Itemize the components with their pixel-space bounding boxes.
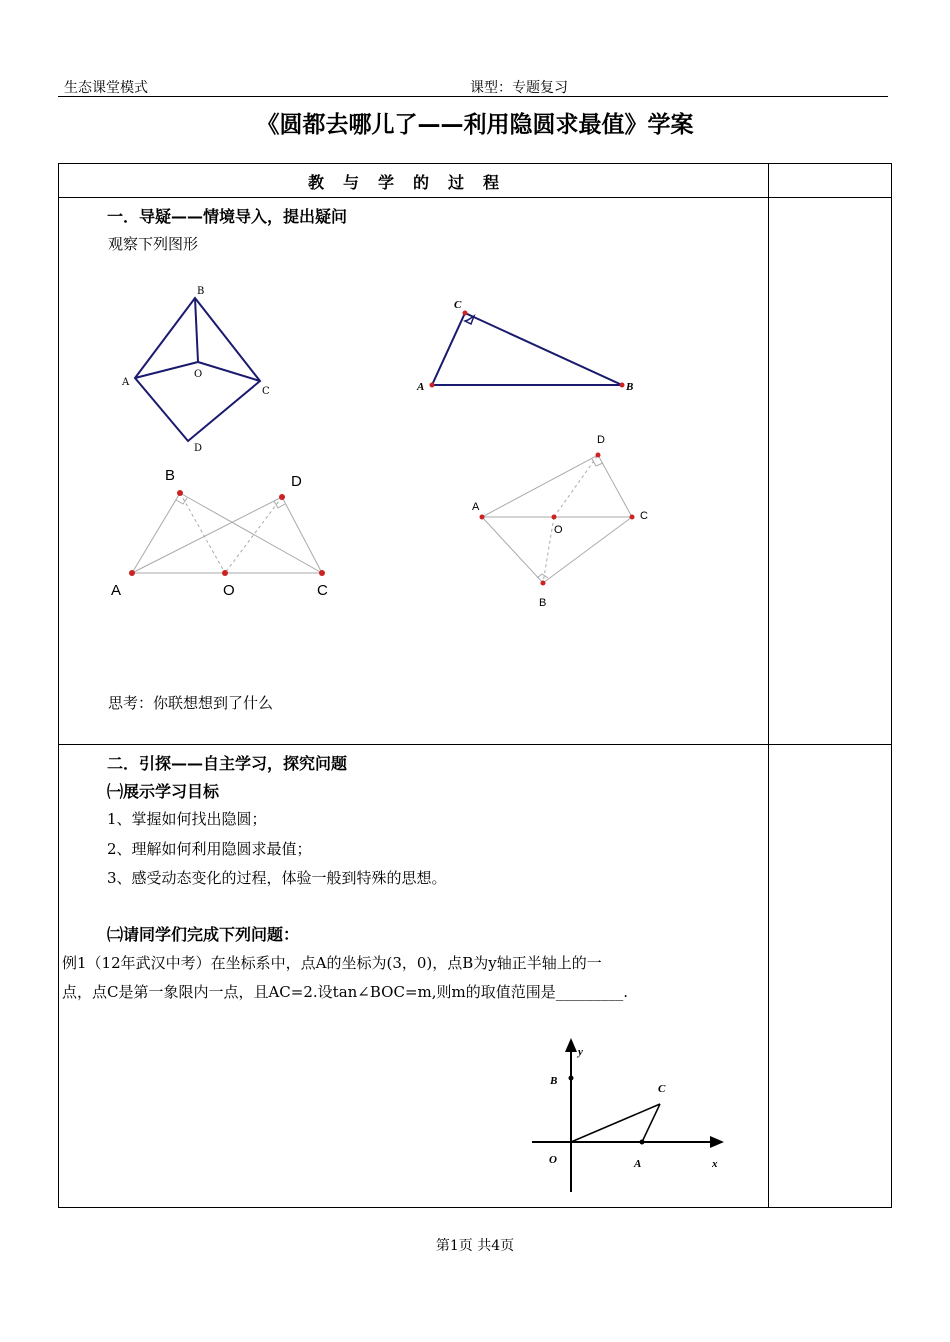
- label-x: x: [712, 1158, 718, 1170]
- segment-ob: [543, 517, 554, 583]
- page-title: 《圆都去哪儿了——利用隐圆求最值》学案: [256, 112, 694, 138]
- right-angle-d: [274, 501, 285, 508]
- goal-item: 2、理解如何利用隐圆求最值；: [107, 840, 312, 858]
- section2-heading: 二．引探——自主学习，探究问题: [107, 754, 348, 773]
- section1-observe: 观察下列图形: [108, 235, 199, 253]
- right-angle-b: [537, 574, 548, 578]
- point-o: [222, 570, 228, 576]
- goal-item: 3、感受动态变化的过程，体验一般到特殊的思想。: [107, 869, 447, 887]
- table-column-divider: [768, 163, 769, 1208]
- figure-quadrilateral: [110, 280, 280, 460]
- label-b: B: [626, 381, 634, 393]
- figure-coordinate: [530, 1035, 735, 1197]
- section1-heading: 一．导疑——情境导入，提出疑问: [107, 207, 348, 226]
- segment-do: [225, 497, 282, 573]
- label-b: B: [550, 1075, 558, 1087]
- segment-od: [554, 455, 598, 517]
- figure-right-triangle: [410, 295, 645, 395]
- triangle-abc: [432, 313, 622, 385]
- label-y: y: [578, 1046, 583, 1058]
- example-line-1: 例1（12年武汉中考）在坐标系中，点A的坐标为(3，0)，点B为y轴正半轴上的一: [62, 954, 602, 972]
- segment-oc: [571, 1104, 660, 1142]
- table-header: 教与学的过程: [307, 173, 518, 192]
- point-b: [177, 490, 183, 496]
- goal-item: 1、掌握如何找出隐圆；: [107, 810, 267, 828]
- label-d: D: [597, 434, 605, 446]
- right-angle-mark: [465, 316, 474, 324]
- point-a: [129, 570, 135, 576]
- table-header-divider: [58, 197, 892, 198]
- header-left: 生态课堂模式: [64, 80, 148, 96]
- label-a: A: [472, 501, 480, 513]
- section2-sub2: ㈡请同学们完成下列问题：: [107, 925, 300, 944]
- label-c: C: [640, 510, 648, 522]
- label-b: B: [539, 597, 547, 609]
- segment-ac: [642, 1104, 660, 1142]
- label-b: B: [197, 286, 205, 297]
- y-arrow: [565, 1038, 577, 1052]
- label-o: O: [223, 582, 235, 599]
- x-arrow: [710, 1136, 724, 1148]
- point-c: [463, 311, 468, 316]
- label-c: C: [262, 386, 270, 397]
- segment-oc: [198, 362, 260, 381]
- label-c: C: [658, 1083, 666, 1095]
- label-b: B: [165, 467, 176, 484]
- point-o: [552, 515, 557, 520]
- table-row-divider: [58, 744, 892, 745]
- label-a: A: [634, 1158, 642, 1170]
- point-a: [430, 383, 435, 388]
- header-rule: [58, 96, 888, 97]
- label-c: C: [317, 582, 328, 599]
- quad-abcd: [482, 455, 632, 583]
- segment-ob: [195, 298, 198, 362]
- label-a: A: [417, 381, 425, 393]
- segment-bo: [180, 493, 225, 573]
- header-middle: 课型：专题复习: [470, 80, 568, 96]
- label-a: A: [111, 582, 122, 599]
- section2-sub1: ㈠展示学习目标: [107, 782, 220, 801]
- point-a: [480, 515, 485, 520]
- figure-two-right-triangles: [108, 465, 338, 600]
- point-a: [640, 1140, 645, 1145]
- point-d: [279, 494, 285, 500]
- right-angle-d: [592, 459, 603, 466]
- label-o: O: [549, 1154, 557, 1166]
- point-c: [630, 515, 635, 520]
- point-d: [596, 453, 601, 458]
- figure-inscribed-quadrilateral: [468, 430, 653, 612]
- right-angle-b: [176, 498, 187, 504]
- label-d: D: [194, 443, 203, 454]
- label-o: O: [554, 524, 563, 536]
- label-c: C: [454, 299, 462, 311]
- label-a: A: [122, 377, 130, 388]
- label-d: D: [291, 473, 302, 490]
- example-line-2: 点，点C是第一象限内一点，且AC=2.设tan∠BOC=m,则m的取值范围是_________.: [62, 983, 628, 1001]
- point-c: [319, 570, 325, 576]
- point-b: [569, 1076, 574, 1081]
- page-footer: 第1页 共4页: [435, 1238, 515, 1254]
- section1-think: 思考：你联想想到了什么: [108, 694, 274, 712]
- point-b: [620, 383, 625, 388]
- label-o: O: [194, 369, 203, 380]
- point-b: [541, 581, 546, 586]
